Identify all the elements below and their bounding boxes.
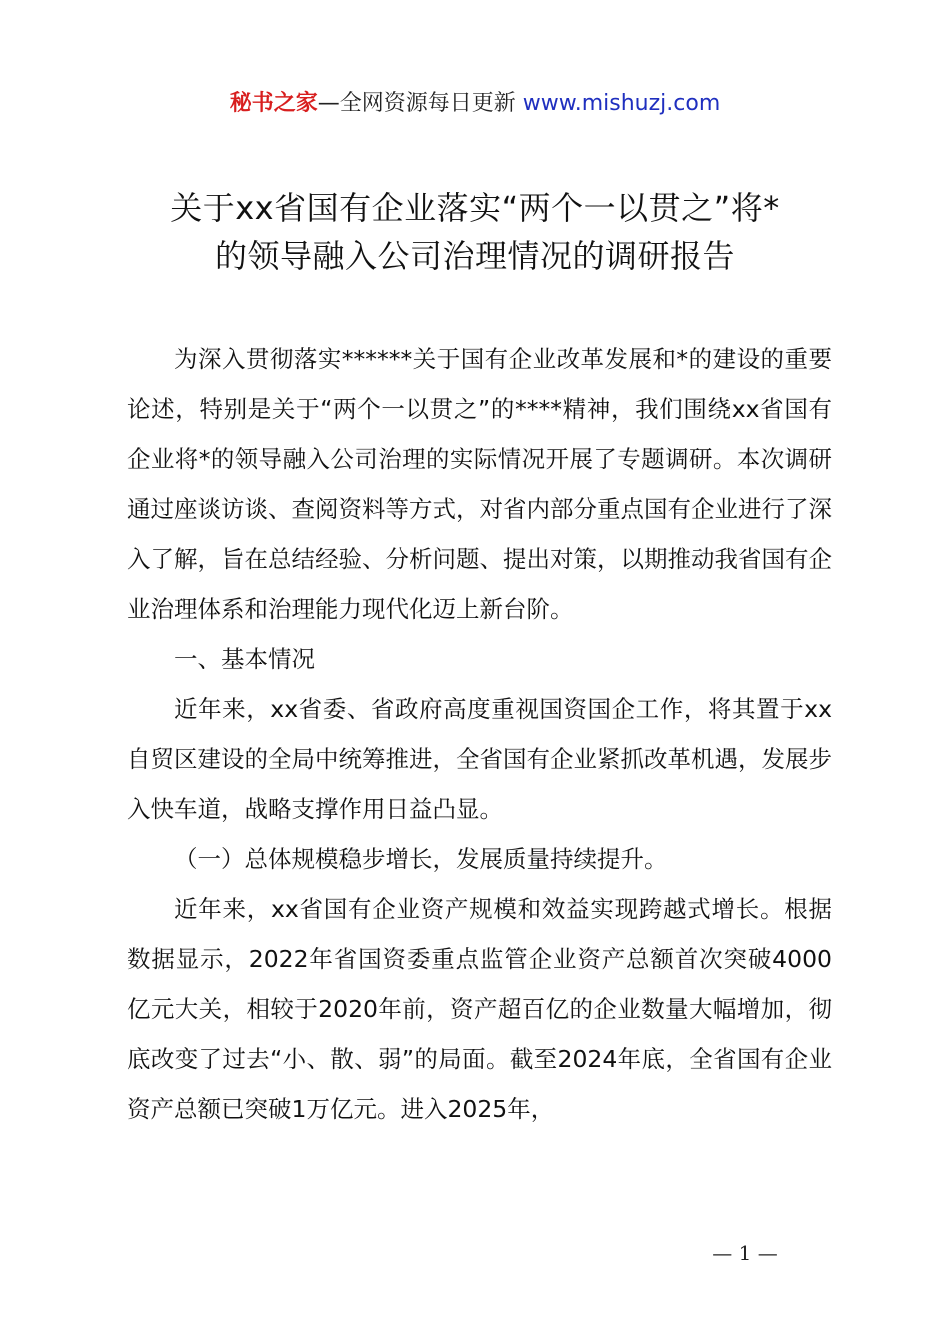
brand-name: 秘书之家 [229,91,318,116]
document-title [100,184,850,280]
body-paragraph: 近年来，xx省委、省政府高度重视国资国企工作，将其置于xx自贸区建设的全局中统筹推进，全省国有企业紧抓改革机遇，发展步入快车道，战略支撑作用日益凸显。 [127,695,832,823]
site-header [0,88,950,120]
subsection-heading: （一）总体规模稳步增长，发展质量持续提升。 [174,845,668,873]
section-heading: 一、基本情况 [174,645,315,673]
site-slogan: —全网资源每日更新 [317,91,516,116]
document-body [127,334,832,1134]
body-paragraph: 近年来，xx省国有企业资产规模和效益实现跨越式增长。根据数据显示，2022年省国资委重点监管企业资产总额首次突破4000亿元大关，相较于2020年前，资产超百亿的企业数量大幅增加，彻底改变了过去“小、散、弱”的局面。截至2024年底，全省国有企业资产总额已突破1万亿元。进入2025年， [127,895,832,1123]
title-line-1: 关于xx省国有企业落实“两个一以贯之”将* [170,189,780,227]
site-url-link[interactable]: www.mishuzj.com [522,91,721,116]
page-number: — 1 — [712,1241,778,1265]
title-line-2: 的领导融入公司治理情况的调研报告 [214,237,735,275]
intro-paragraph: 为深入贯彻落实******关于国有企业改革发展和*的建设的重要论述，特别是关于“两个一以贯之”的****精神，我们围绕xx省国有企业将*的领导融入公司治理的实际情况开展了专题调研。本次调研通过座谈访谈、查阅资料等方式，对省内部分重点国有企业进行了深入了解，旨在总结经验、分析问题、提出对策，以期推动我省国有企业治理体系和治理能力现代化迈上新台阶。 [127,345,832,623]
